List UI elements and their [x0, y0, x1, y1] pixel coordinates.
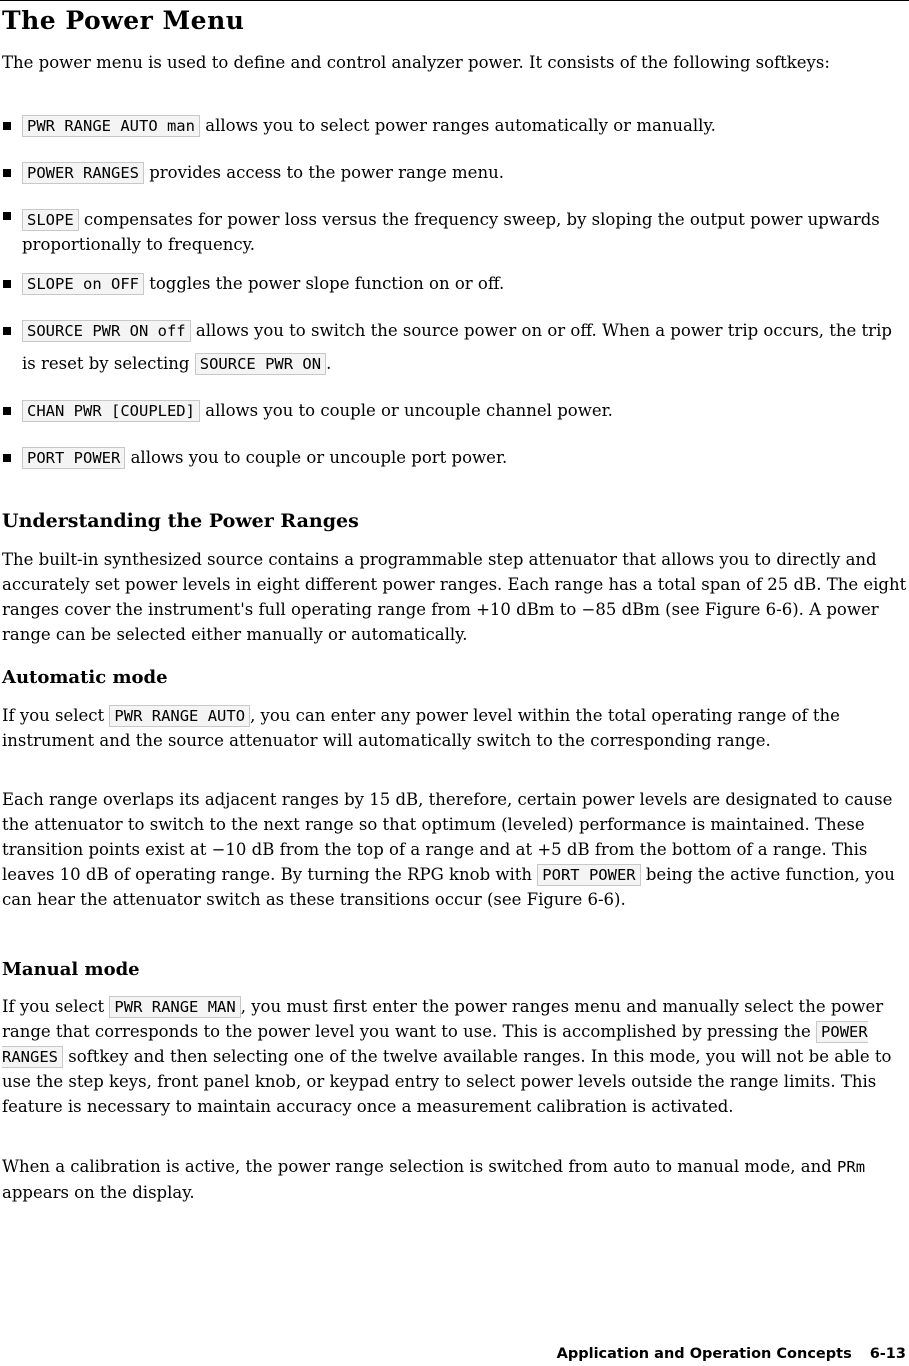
- top-rule: [0, 0, 909, 1]
- softkey-power-ranges: POWER RANGES: [2, 1023, 868, 1066]
- softkey-chan-pwr-coupled: CHAN PWR [COUPLED]: [22, 400, 200, 422]
- softkey-pwr-range-man: PWR RANGE MAN: [109, 996, 240, 1018]
- softkey-port-power: PORT POWER: [537, 864, 640, 886]
- softkey-pwr-range-auto: PWR RANGE AUTO: [109, 705, 250, 727]
- automatic-paragraph-2: [2, 787, 907, 912]
- softkey-description: allows you to couple or uncouple channel power.: [205, 401, 613, 420]
- manual-paragraph-1: [2, 994, 907, 1119]
- automatic-paragraph-1: [2, 703, 907, 753]
- text: softkey and then selecting one of the twelve available ranges. In this mode, you will not be able to use the step keys, front panel knob, or keypad entry to select power levels outside the range limits. This feature is necessary to maintain accuracy once a measurement calibration is activated.: [2, 1047, 892, 1116]
- bullet-icon: [3, 169, 11, 177]
- text: When a calibration is active, the power range selection is switched from auto to manual mode, and: [2, 1157, 832, 1176]
- section-paragraph: The built-in synthesized source contains a programmable step attenuator that allows you to directly and accurately set power levels in eight different power ranges. Each range has a total span of 25 dB. The eight ranges cover the instrument's full operating range from +10 dBm to −85 dBm (see Figure 6-6). A power range can be selected either manually or automatically.: [2, 550, 907, 644]
- automatic-mode-heading: Automatic mode: [2, 667, 168, 688]
- softkey-source-pwr-on: SOURCE PWR ON: [195, 353, 326, 375]
- bullet-icon: [3, 327, 11, 335]
- list-item: [2, 441, 907, 474]
- softkey-slope-on-off: SLOPE on OFF: [22, 273, 144, 295]
- softkey-pwr-range-auto-man: PWR RANGE AUTO man: [22, 115, 200, 137]
- softkey-port-power: PORT POWER: [22, 447, 125, 469]
- intro-paragraph: The power menu is used to define and control analyzer power. It consists of the following softkeys:: [2, 53, 830, 72]
- bullet-icon: [3, 212, 11, 220]
- softkey-power-ranges: POWER RANGES: [22, 162, 144, 184]
- page-footer: [557, 1346, 906, 1362]
- bullet-icon: [3, 407, 11, 415]
- page-title: The Power Menu: [2, 6, 245, 35]
- section-heading: Understanding the Power Ranges: [2, 510, 359, 532]
- text: being the active function, you can hear the attenuator switch as these transitions occur (see Figure 6-6).: [2, 865, 895, 909]
- text: If you select: [2, 997, 105, 1016]
- softkey-slope: SLOPE: [22, 209, 79, 231]
- list-item: [2, 156, 907, 189]
- text: If you select: [2, 706, 105, 725]
- text: appears on the display.: [2, 1183, 195, 1202]
- softkey-description: provides access to the power range menu.: [149, 163, 504, 182]
- bullet-icon: [3, 280, 11, 288]
- softkey-description: toggles the power slope function on or off.: [149, 274, 505, 293]
- softkey-source-pwr-on-off: SOURCE PWR ON off: [22, 320, 191, 342]
- softkey-description: allows you to select power ranges automatically or manually.: [205, 116, 716, 135]
- list-item: [2, 109, 907, 142]
- manual-mode-heading: Manual mode: [2, 959, 140, 980]
- display-code: PRm: [837, 1158, 866, 1176]
- bullet-icon: [3, 122, 11, 130]
- list-item: [2, 314, 907, 380]
- list-item: [2, 267, 907, 300]
- manual-paragraph-2: [2, 1154, 907, 1205]
- punctuation: .: [326, 354, 332, 373]
- footer-section: Application and Operation Concepts: [556, 1346, 852, 1362]
- text: , you must first enter the power ranges menu and manually select the power range that corresponds to the power level you want to use. This is accomplished by pressing the: [2, 997, 884, 1041]
- list-item: [2, 203, 907, 257]
- text: Each range overlaps its adjacent ranges by 15 dB, therefore, certain power levels are designated to cause the attenuator to switch to the next range so that optimum (leveled) performance is maintained. These transition points exist at −10 dB from the top of a range and at +5 dB from the bottom of a range. This leaves 10 dB of operating range. By turning the RPG knob with: [2, 790, 893, 884]
- softkey-description: allows you to switch the source power on or off. When a power trip occurs, the trip is reset by selecting: [22, 321, 892, 373]
- page-number: 6-13: [869, 1346, 906, 1362]
- list-item: [2, 394, 907, 427]
- softkey-description: compensates for power loss versus the frequency sweep, by sloping the output power upwards proportionally to frequency.: [22, 210, 880, 254]
- softkey-description: allows you to couple or uncouple port power.: [130, 448, 508, 467]
- text: , you can enter any power level within the total operating range of the instrument and the source attenuator will automatically switch to the corresponding range.: [2, 706, 840, 750]
- bullet-icon: [3, 454, 11, 462]
